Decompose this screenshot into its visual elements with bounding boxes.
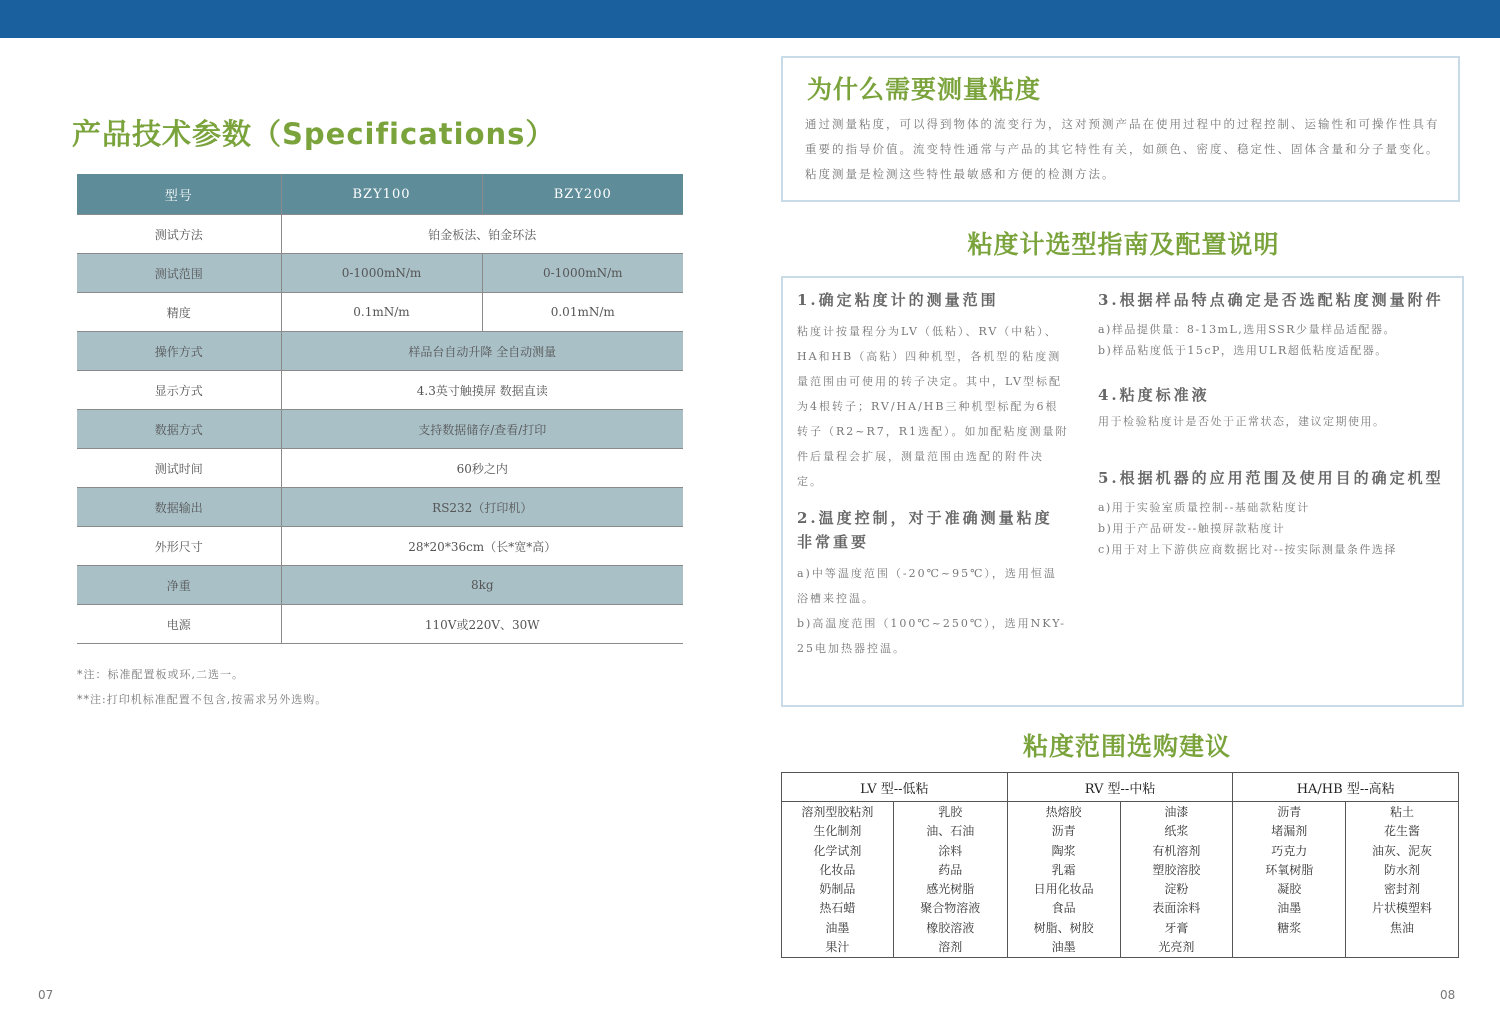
spec-value: 0-1000mN/m: [281, 254, 482, 293]
material-item: 化妆品: [819, 862, 856, 877]
spec-value: RS232（打印机）: [281, 488, 683, 527]
range-column: [1346, 802, 1459, 958]
spec-label: 电源: [77, 605, 281, 644]
material-item: 凝胶: [1277, 882, 1302, 897]
spec-value: 铂金板法、铂金环法: [281, 215, 683, 254]
material-item: 乳胶: [938, 805, 963, 819]
material-item: 光亮剂: [1158, 940, 1195, 955]
material-item: 片状模塑料: [1372, 901, 1433, 916]
material-item: 化学试剂: [813, 843, 862, 858]
spec-label: 精度: [77, 293, 281, 332]
spec-header-model: 型号: [77, 174, 281, 215]
spec-row: [77, 410, 683, 449]
material-item: 密封剂: [1384, 882, 1421, 897]
material-item: 有机溶剂: [1152, 843, 1201, 858]
viscosity-range-table: [781, 772, 1459, 958]
range-column: [782, 802, 894, 958]
guide-section-2-item: b)高温度范围（100℃~250℃），选用NKY-25电加热器控温。: [797, 617, 1066, 655]
material-item: 牙膏: [1164, 920, 1189, 935]
spec-value: 8kg: [281, 566, 683, 605]
material-item: 生化制剂: [813, 824, 862, 839]
selection-guide-box: [781, 276, 1464, 707]
spec-label: 测试范围: [77, 254, 281, 293]
material-item: 油漆: [1164, 805, 1189, 819]
range-column: [1233, 802, 1346, 958]
spec-value: 0.1mN/m: [281, 293, 482, 332]
material-item: 油墨: [1051, 940, 1076, 955]
guide-section-5-item: a)用于实验室质量控制--基础款粘度计: [1098, 501, 1310, 514]
spec-row: [77, 605, 683, 644]
material-item: 陶浆: [1051, 843, 1076, 858]
material-item: 表面涂料: [1152, 901, 1201, 916]
guide-section-3-title: 3.根据样品特点确定是否选配粘度测量附件: [1098, 291, 1444, 309]
material-item: 油墨: [1277, 901, 1302, 916]
why-measure-body: 通过测量粘度，可以得到物体的流变行为，这对预测产品在使用过程中的过程控制、运输性和可操作性具有重要的指导价值。流变特性通常与产品的其它特性有关，如颜色、密度、稳定性、固体含量和分子量变化。粘度测量是检测这些特性最敏感和方便的检测方法。: [805, 117, 1440, 181]
range-header-row: [782, 773, 1459, 802]
guide-left-column: [797, 288, 1069, 661]
spec-value: 支持数据储存/查看/打印: [281, 410, 683, 449]
guide-section-4-title: 4.粘度标准液: [1098, 386, 1210, 404]
spec-header-row: [77, 174, 683, 215]
material-item: 油墨: [825, 920, 850, 935]
material-item: 涂料: [938, 843, 963, 858]
guide-section-5-item: b)用于产品研发--触摸屏款粘度计: [1098, 522, 1286, 535]
spec-label: 外形尺寸: [77, 527, 281, 566]
selection-guide-title: 粘度计选型指南及配置说明: [967, 230, 1280, 259]
spec-value: 0.01mN/m: [482, 293, 683, 332]
spec-header-bzy100: BZY100: [281, 174, 482, 215]
spec-label: 显示方式: [77, 371, 281, 410]
material-item: 树脂、树胶: [1033, 920, 1094, 935]
range-header-hahb: HA/HB 型--高粘: [1233, 773, 1459, 802]
guide-section-2-item: a)中等温度范围（-20℃~95℃），选用恒温浴槽来控温。: [797, 567, 1057, 605]
guide-section-3-item: a)样品提供量：8-13mL,选用SSR少量样品适配器。: [1098, 323, 1396, 336]
material-item: 溶剂: [938, 940, 963, 955]
why-measure-box: [781, 56, 1460, 202]
spec-row: [77, 488, 683, 527]
spec-row: [77, 254, 683, 293]
spec-notes: [77, 662, 327, 712]
guide-section-4-body: 用于检验粘度计是否处于正常状态，建议定期使用。: [1098, 415, 1386, 428]
spec-label: 数据输出: [77, 488, 281, 527]
guide-right-column: [1098, 288, 1448, 560]
material-item: 纸浆: [1164, 824, 1189, 839]
material-item: 热熔胶: [1045, 805, 1082, 819]
material-item: 粘土: [1390, 805, 1415, 819]
range-column: [893, 802, 1007, 958]
spec-value: 样品台自动升降 全自动测量: [281, 332, 683, 371]
range-column: [1007, 802, 1120, 958]
spec-row: [77, 332, 683, 371]
spec-header-bzy200: BZY200: [482, 174, 683, 215]
material-item: 油灰、泥灰: [1372, 843, 1433, 858]
spec-row: [77, 293, 683, 332]
spec-value: 110V或220V、30W: [281, 605, 683, 644]
note-line: **注:打印机标准配置不包含,按需求另外选购。: [77, 693, 328, 706]
guide-section-5-title: 5.根据机器的应用范围及使用目的确定机型: [1098, 469, 1444, 487]
material-item: 巧克力: [1271, 843, 1308, 858]
material-item: 药品: [938, 862, 963, 877]
guide-section-1-body: 粘度计按量程分为LV（低粘）、RV（中粘）、HA和HB（高粘）四种机型，各机型的粘度测量范围由可使用的转子决定。其中，LV型标配为4根转子；RV/HA/HB三种机型标配为6根转子（R2~R7，R1选配）。如加配粘度测量附件后量程会扩展，测量范围由选配的附件决定。: [797, 325, 1069, 488]
material-item: 沥青: [1051, 824, 1076, 839]
material-item: 聚合物溶液: [920, 901, 981, 916]
material-item: 奶制品: [819, 882, 856, 897]
why-measure-title: 为什么需要测量粘度: [807, 75, 1042, 104]
spec-value: 0-1000mN/m: [482, 254, 683, 293]
spec-row: [77, 527, 683, 566]
material-item: 溶剂型胶粘剂: [801, 805, 874, 819]
specifications-table: [77, 174, 683, 644]
guide-section-3-item: b)样品粘度低于15cP，选用ULR超低粘度适配器。: [1098, 344, 1388, 357]
note-line: *注：标准配置板或环,二选一。: [77, 668, 244, 681]
range-header-rv: RV 型--中粘: [1007, 773, 1233, 802]
material-item: 塑胶溶胶: [1152, 862, 1201, 877]
material-item: 乳霜: [1051, 862, 1076, 877]
specifications-title: 产品技术参数（Specifications）: [72, 117, 556, 151]
range-body-row: [782, 802, 1459, 958]
spec-label: 净重: [77, 566, 281, 605]
material-item: 堵漏剂: [1271, 824, 1308, 839]
range-recommendation-title: 粘度范围选购建议: [1022, 732, 1231, 761]
spec-value: 60秒之内: [281, 449, 683, 488]
spec-row: [77, 215, 683, 254]
material-item: 环氧树脂: [1265, 862, 1314, 877]
page-number-right: 08: [1440, 988, 1456, 1002]
spec-value: 4.3英寸触摸屏 数据直读: [281, 371, 683, 410]
spec-label: 操作方式: [77, 332, 281, 371]
material-item: 沥青: [1277, 805, 1302, 819]
spec-label: 测试时间: [77, 449, 281, 488]
guide-section-5-item: c)用于对上下游供应商数据比对--按实际测量条件选择: [1098, 543, 1397, 556]
material-item: 焦油: [1390, 920, 1415, 935]
spec-row: [77, 371, 683, 410]
material-item: 感光树脂: [926, 882, 975, 897]
material-item: 防水剂: [1384, 862, 1421, 877]
material-item: 食品: [1051, 901, 1076, 916]
range-header-lv: LV 型--低粘: [782, 773, 1008, 802]
material-item: 热石蜡: [819, 901, 856, 916]
spec-value: 28*20*36cm（长*宽*高）: [281, 527, 683, 566]
spec-row: [77, 449, 683, 488]
material-item: 油、石油: [926, 824, 975, 839]
spec-label: 测试方法: [77, 215, 281, 254]
top-banner: [0, 0, 1500, 38]
page-number-left: 07: [38, 988, 54, 1002]
guide-section-2-title: 2.温度控制，对于准确测量粘度非常重要: [797, 509, 1053, 551]
material-item: 橡胶溶液: [926, 920, 975, 935]
spec-label: 数据方式: [77, 410, 281, 449]
material-item: 淀粉: [1164, 882, 1189, 897]
material-item: 花生酱: [1384, 824, 1421, 839]
range-column: [1120, 802, 1233, 958]
material-item: 果汁: [825, 940, 850, 955]
material-item: 糖浆: [1277, 920, 1302, 935]
spec-row: [77, 566, 683, 605]
material-item: 日用化妆品: [1033, 882, 1094, 897]
guide-section-1-title: 1.确定粘度计的测量范围: [797, 291, 999, 309]
